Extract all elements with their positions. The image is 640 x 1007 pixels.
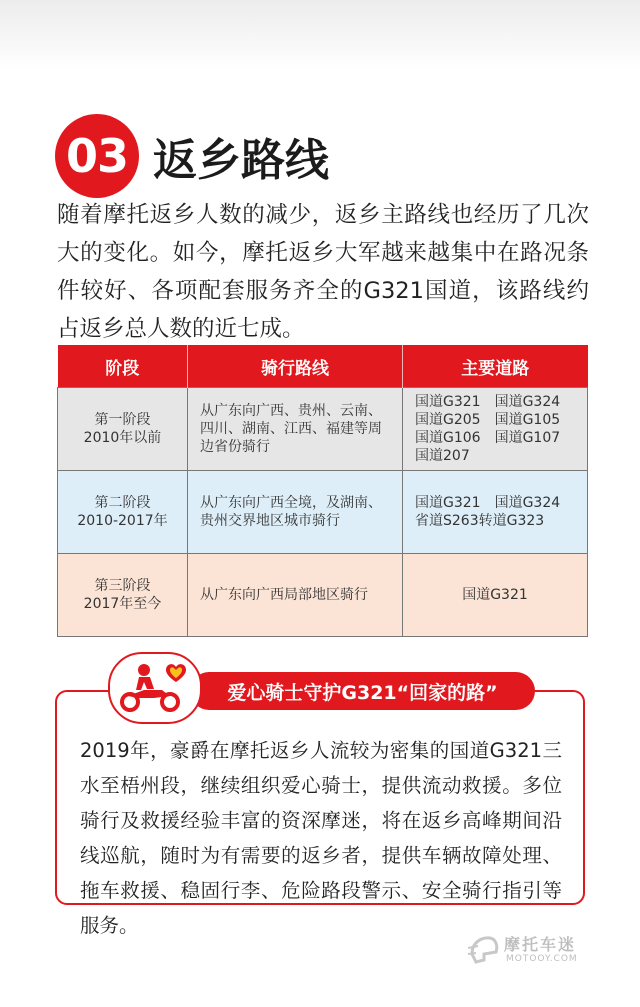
helmet-logo-icon <box>468 934 500 968</box>
intro-paragraph: 随着摩托返乡人数的减少，返乡主路线也经历了几次大的变化。如今，摩托返乡大军越来越集中在路况条件较好、各项配套服务齐全的G321国道，该路线约占返乡总人数的近七成。 <box>57 202 589 342</box>
routes-table <box>57 345 588 637</box>
header-roads: 主要道路 <box>403 345 588 388</box>
stage-cell <box>58 554 188 637</box>
road-line: 国道G321 国道G324 <box>415 495 561 511</box>
stage-cell <box>58 388 188 471</box>
stage-period: 2010年以前 <box>83 430 162 446</box>
stage-period: 2017年至今 <box>83 596 162 612</box>
stage-name: 第一阶段 <box>94 412 151 428</box>
watermark <box>468 930 588 974</box>
motorcycle-heart-icon <box>108 652 202 724</box>
stage-name: 第二阶段 <box>94 495 151 511</box>
table-header-row <box>58 345 588 388</box>
roads-cell <box>403 388 588 471</box>
info-box-banner: 爱心骑士守护G321“回家的路” <box>190 672 535 710</box>
road-line: 国道G106 国道G107 <box>415 430 561 446</box>
top-gradient-band <box>0 0 640 70</box>
route-cell: 从广东向广西局部地区骑行 <box>188 554 403 637</box>
table-row <box>58 471 588 554</box>
road-line: 国道G321 国道G324 <box>415 394 561 410</box>
stage-name: 第三阶段 <box>94 578 151 594</box>
route-cell: 从广东向广西、贵州、云南、四川、湖南、江西、福建等周边省份骑行 <box>188 388 403 471</box>
watermark-url: MOTOOY.COM <box>506 954 578 964</box>
section-title: 返乡路线 <box>153 134 329 186</box>
stage-period: 2010-2017年 <box>77 513 168 529</box>
route-cell: 从广东向广西全境，及湖南、贵州交界地区城市骑行 <box>188 471 403 554</box>
info-box-text: 2019年，豪爵在摩托返乡人流较为密集的国道G321三水至梧州段，继续组织爱心骑士，提供流动救援。多位骑行及救援经验丰富的资深摩迷，将在返乡高峰期间沿线巡航，随时为有需要的返乡者，提供车辆故障处理、拖车救援、稳固行李、危险路段警示、安全骑行指引等服务。 <box>80 739 562 937</box>
header-route: 骑行路线 <box>188 345 403 388</box>
stage-cell <box>58 471 188 554</box>
road-line: 省道S263转道G323 <box>415 513 545 529</box>
table-row <box>58 388 588 471</box>
roads-cell <box>403 471 588 554</box>
header-stage: 阶段 <box>58 345 188 388</box>
section-header <box>55 118 329 193</box>
table-row <box>58 554 588 637</box>
road-line: 国道G205 国道G105 <box>415 412 561 428</box>
road-line: 国道207 <box>415 448 470 464</box>
road-line: 国道G321 <box>462 587 528 603</box>
roads-cell <box>403 554 588 637</box>
section-number-badge: 03 <box>55 114 139 198</box>
watermark-text: 摩托车迷 <box>504 935 577 954</box>
